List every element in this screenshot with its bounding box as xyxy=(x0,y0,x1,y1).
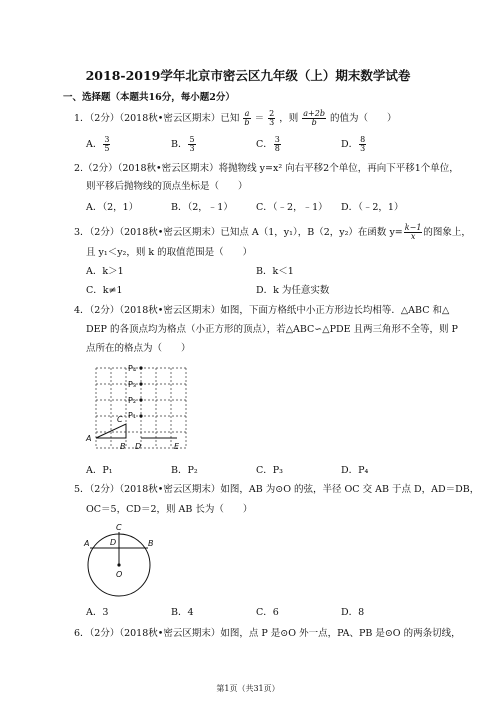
question-5-line-2: OC＝5，CD＝2，则 AB 长为（ ） xyxy=(86,504,253,515)
label-p3: P₃ xyxy=(128,380,137,389)
q3-option-d[interactable]: D．k 为任意实数 xyxy=(256,285,330,296)
question-4-line-2: DEP 的各顶点均为格点（小正方形的顶点），若△ABC∽△PDE 且两三角形不全等，则 P xyxy=(86,324,458,335)
question-2-line-1: 2.（2分）（2018秋•密云区期末）将抛物线 y=x² 向右平移2个单位，再向下平移1个单位， xyxy=(74,163,459,174)
q1-stem-prefix: 1．（2分）（2018秋•密云区期末）已知 xyxy=(74,113,240,124)
point-p3 xyxy=(139,382,142,385)
question-6-line-1: 6．（2分）（2018秋•密云区期末）如图，点 P 是⊙O 外一点，PA、PB 是⊙O 的两条切线， xyxy=(74,628,461,639)
question-2-line-2: 则平移后抛物线的顶点坐标是（ ） xyxy=(86,181,248,192)
triangle-abc xyxy=(96,424,126,438)
label-p4: P₄ xyxy=(128,364,137,373)
q2-option-a[interactable]: A．（2，1） xyxy=(86,202,139,213)
q3-fraction: $\frac{k-1}{x}$ xyxy=(404,223,422,241)
question-4-line-1: 4．（2分）（2018秋•密云区期末）如图，下面方格纸中小正方形边长均相等．△ABC 和△ xyxy=(74,305,450,316)
q1-fraction-a-over-b: $\frac{a}{b}$ xyxy=(244,109,250,127)
label-o: O xyxy=(116,570,123,579)
q5-circle-figure xyxy=(82,520,162,600)
q1-stem-suffix: 的值为（ ） xyxy=(330,113,397,124)
label-d: D xyxy=(135,442,142,451)
q4-option-d[interactable]: D．P₄ xyxy=(341,465,369,476)
label-c: C xyxy=(117,415,123,424)
q5-option-d[interactable]: D．8 xyxy=(341,607,365,618)
q4-option-c[interactable]: C．P₃ xyxy=(256,465,283,476)
label-b: B xyxy=(148,539,154,548)
q4-grid-figure xyxy=(82,362,202,454)
page-title: 2018-2019学年北京市密云区九年级（上）期末数学试卷 xyxy=(85,68,411,83)
question-3-line-1: 3．（2分）（2018秋•密云区期末）已知点 A（1，y₁），B（2，y₂）在函数 y= $\frac{k-1}{x}$ 的图象上， xyxy=(74,223,471,241)
question-1 xyxy=(74,110,397,127)
section-heading: 一、选择题（本题共16分，每小题2分） xyxy=(63,92,235,103)
q5-option-c[interactable]: C．6 xyxy=(256,607,279,618)
q4-option-a[interactable]: A．P₁ xyxy=(86,465,113,476)
label-p1: P₁ xyxy=(128,411,137,420)
q1-equals: ＝ xyxy=(254,113,265,124)
q4-dashed-grid xyxy=(96,368,186,448)
q1-option-c[interactable]: C． $\frac{3}{8}$ xyxy=(256,135,280,153)
q1-option-d[interactable]: D． $\frac{8}{3}$ xyxy=(341,135,366,153)
q3-option-b[interactable]: B．k＜1 xyxy=(256,266,294,277)
label-e: E xyxy=(174,442,180,451)
label-a: A xyxy=(84,539,90,548)
q5-option-a[interactable]: A．3 xyxy=(86,607,109,618)
question-5-line-1: 5．（2分）（2018秋•密云区期末）如图，AB 为⊙O 的弦，半径 OC 交 AB 于点 D，AD＝DB， xyxy=(74,484,480,495)
q2-option-c[interactable]: C．（﹣2，﹣1） xyxy=(256,202,328,213)
page-footer: 第1页（共31页） xyxy=(216,684,280,693)
label-d: D xyxy=(110,538,117,547)
center-o xyxy=(117,563,120,566)
q3-option-c[interactable]: C．k≠1 xyxy=(86,285,123,296)
point-p2 xyxy=(139,398,142,401)
question-4-line-3: 点所在的格点为（ ） xyxy=(86,343,191,354)
q2-option-b[interactable]: B．（2，﹣1） xyxy=(171,202,233,213)
q1-then: ，则 xyxy=(279,113,299,124)
question-3-line-2: 且 y₁＜y₂，则 k 的取值范围是（ ） xyxy=(86,247,253,258)
point-p4 xyxy=(139,366,142,369)
q3-option-a[interactable]: A．k＞1 xyxy=(86,266,124,277)
point-p1 xyxy=(139,414,142,417)
q5-option-b[interactable]: B．4 xyxy=(171,607,194,618)
label-c: C xyxy=(116,523,122,532)
q1-option-a[interactable]: A． $\frac{3}{5}$ xyxy=(86,135,110,153)
q2-option-d[interactable]: D．（﹣2，1） xyxy=(341,202,404,213)
label-b: B xyxy=(120,442,126,451)
q1-option-b[interactable]: B． $\frac{5}{3}$ xyxy=(171,135,195,153)
q1-fraction-expression: $\frac{a+2b}{b}$ xyxy=(303,109,325,127)
q1-fraction-2-over-3: $\frac{2}{3}$ xyxy=(269,109,275,127)
label-a: A xyxy=(86,434,92,443)
q4-option-b[interactable]: B．P₂ xyxy=(171,465,198,476)
label-p2: P₂ xyxy=(128,396,137,405)
